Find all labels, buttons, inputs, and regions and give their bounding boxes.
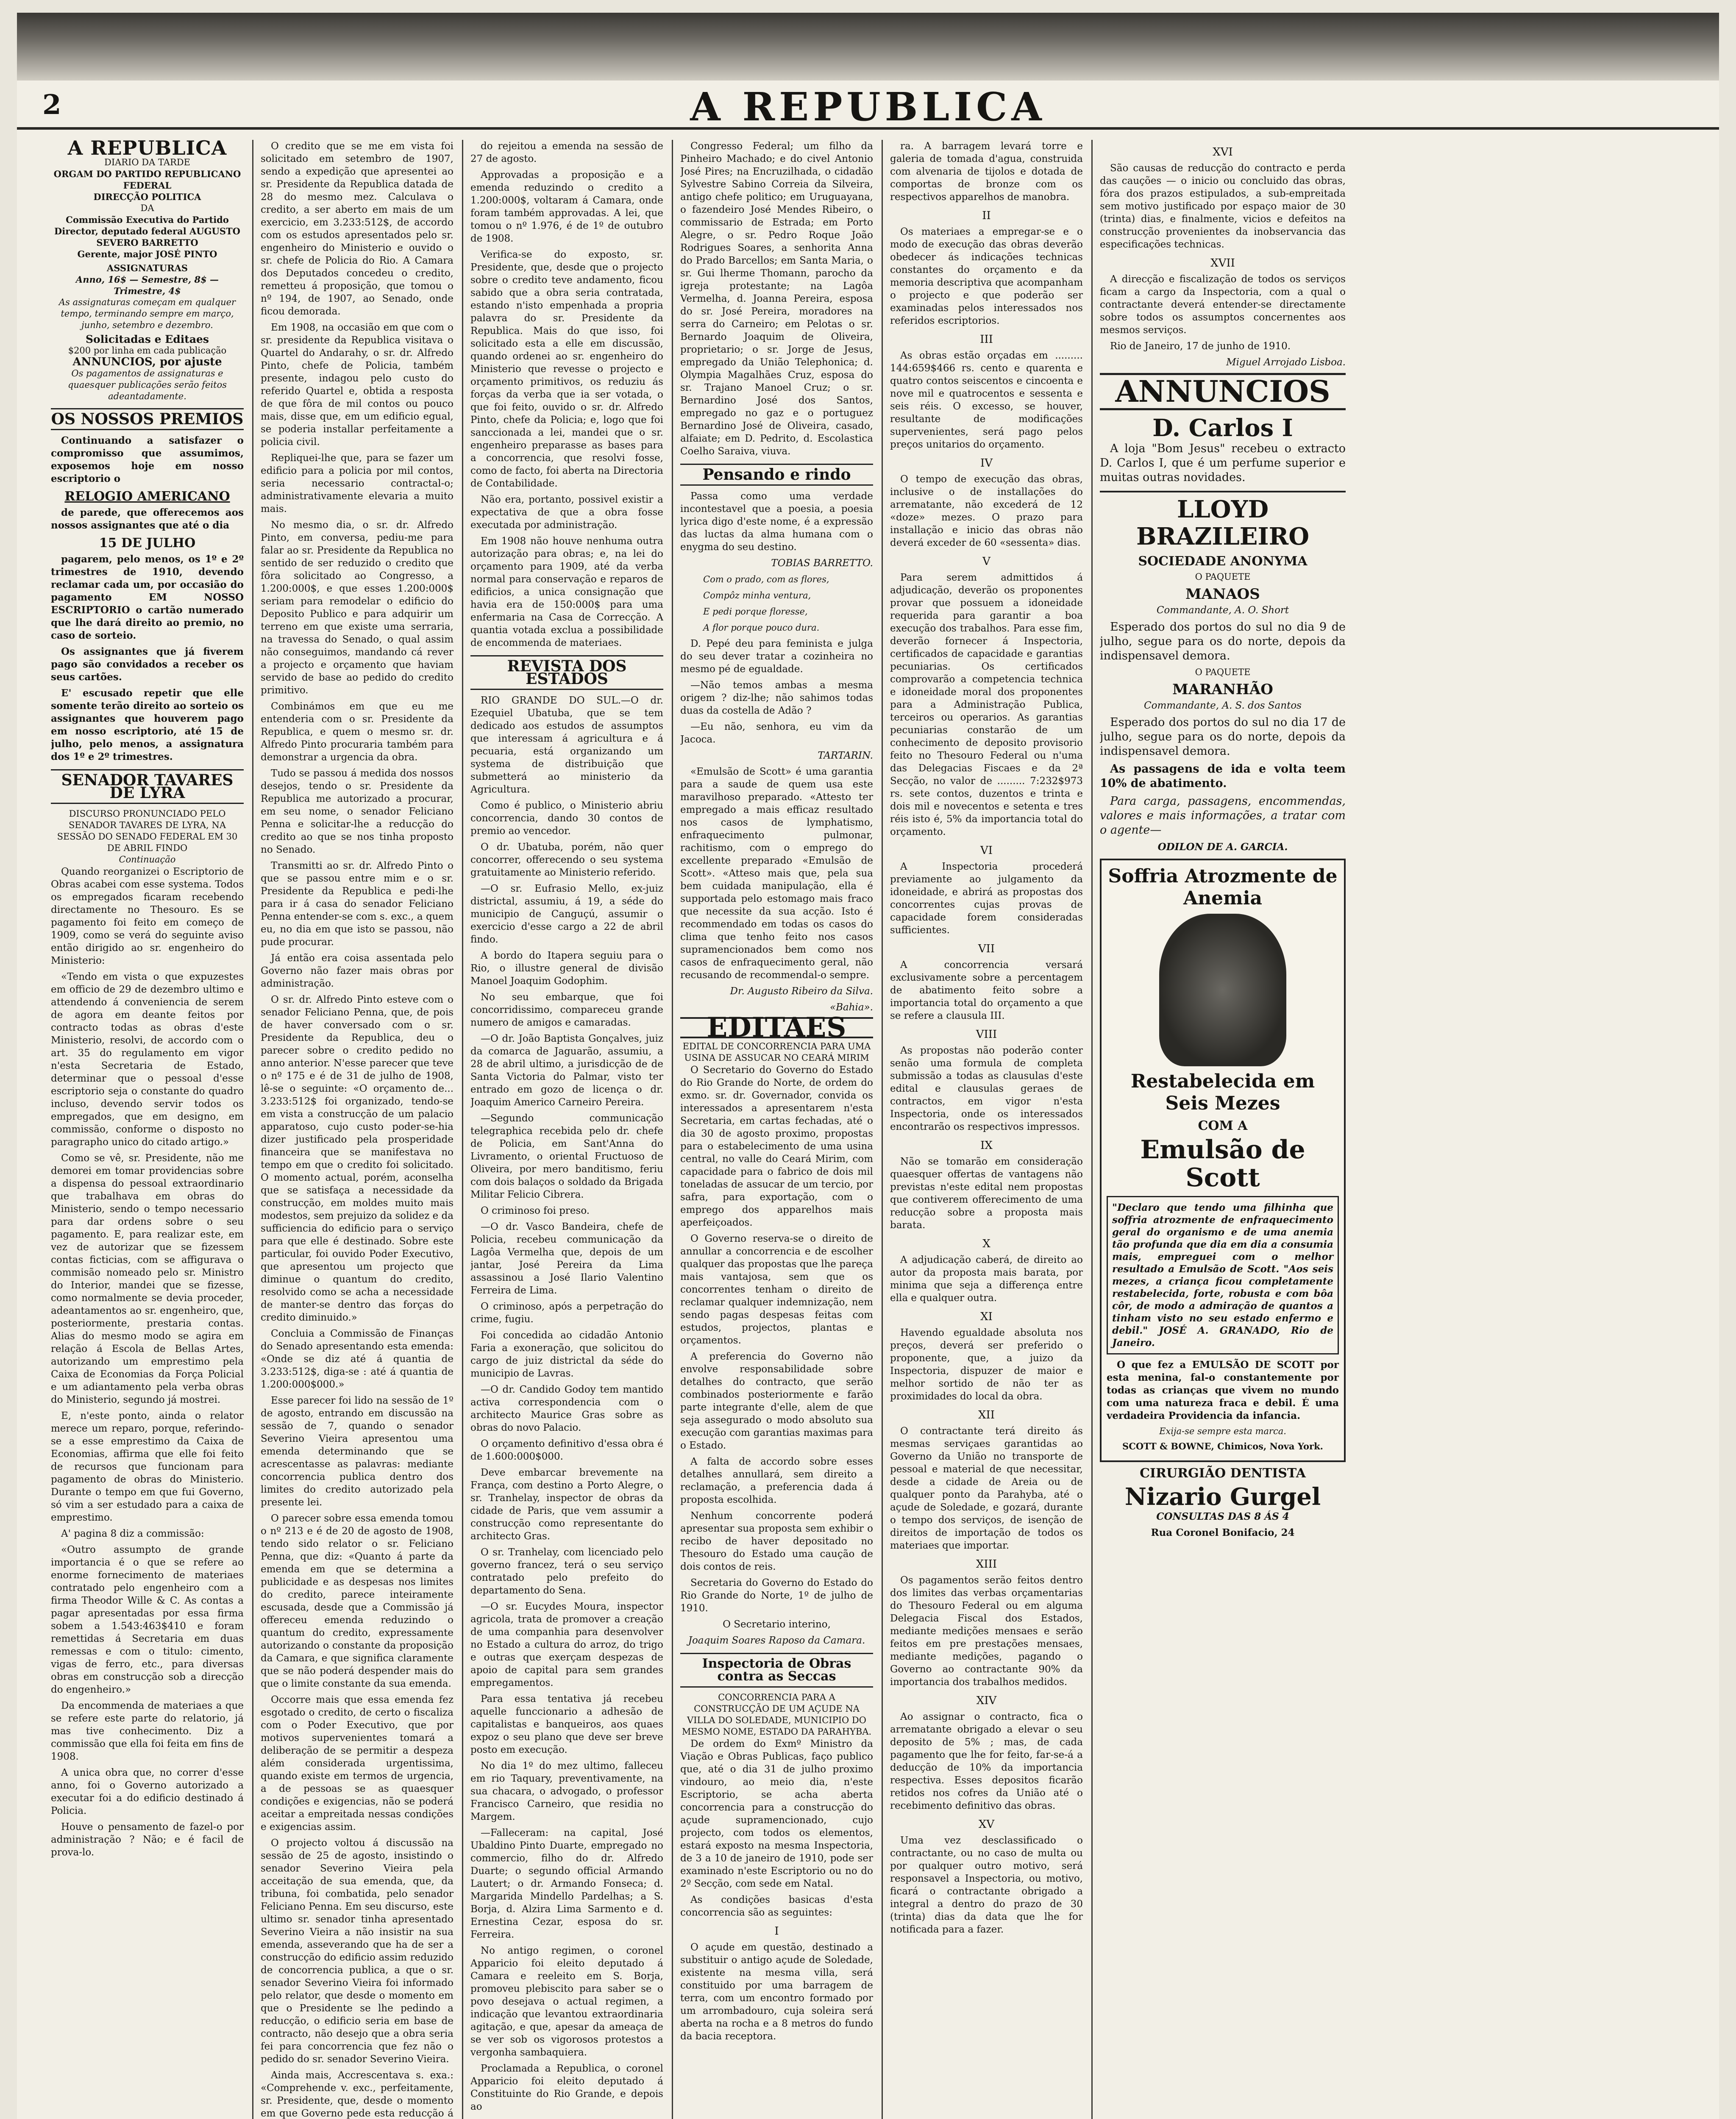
- revista-paragraph: —O sr. Eufrasio Mello, ex-juiz districtal, assumiu, á 19, a séde do municipio de Canguçú, assumir o exercicio d'esse cargo a 22 de abril findo.: [470, 883, 663, 945]
- section-numeral: XI: [980, 1310, 993, 1323]
- article-paragraph: Occorre mais que essa emenda fez esgotado o credito, de certo o fiscaliza com o Poder Executivo, que por motivos supervenientes tomará a deliberação de se permitir a despeza além considerada urgentissima, quando existe em termos de urgencia, a de pessoas se as quaesquer condições e exigencias, não se poderá aceitar a empreitada nessas condições e exigencias assim.: [261, 1694, 453, 1833]
- paquete-text: Esperado dos portos do sul no dia 9 de julho, segue para os do norte, depois da indispensavel demora.: [1100, 620, 1346, 662]
- premios-heading: OS NOSSOS PREMIOS: [51, 408, 244, 430]
- paquete-info: Para carga, passagens, encommendas, valores e mais informações, a tratar com o agente—: [1100, 795, 1346, 837]
- newspaper-title: A REPUBLICA: [690, 84, 1046, 130]
- paper-manager: Gerente, major JOSÉ PINTO: [77, 249, 217, 259]
- senador-subtitle: DISCURSO PRONUNCIADO PELO SENADOR TAVARES DE LYRA, NA SESSÃO DO SENADO FEDERAL EM 30 DE ABRIL FINDO: [57, 809, 238, 853]
- revista-paragraph: O orçamento definitivo d'essa obra é de 1.600:000$000.: [470, 1438, 663, 1462]
- section-numeral: IV: [980, 457, 993, 470]
- section-numeral: XIII: [976, 1558, 997, 1571]
- inspectoria-paragraph: As condições basicas d'esta concorrencia são as seguintes:: [680, 1894, 873, 1918]
- inspectoria-heading: Inspectoria de Obras contra as Seccas: [680, 1653, 873, 1688]
- clause-paragraph: Não se tomarão em consideração quaesquer offertas de vantagens não previstas n'este edital nem propostas que contiverem offerecimento de uma reducção sobre a proposta mais barata.: [890, 1156, 1083, 1231]
- publications-rate: $200 por linha em cada publicação: [68, 345, 227, 356]
- column-1: [51, 140, 244, 2119]
- inspectoria-paragraph: De ordem do Exmº Ministro da Viação e Obras Publicas, faço publico que, até o dia 31 de julho proximo vindouro, ao meio dia, n'este Escriptorio, se acha aberta concorrencia para a construcção do açude supramencionado, cujo projecto, com todos os elementos, estará exposto na mesma Inspectoria, de 3 a 10 de janeiro de 1910, pode ser examinado n'este Escriptorio ou no do 2º Secção, com sede em Natal.: [680, 1738, 873, 1889]
- poem-line: Com o prado, com as flores,: [703, 574, 829, 584]
- column-rule: [462, 140, 463, 2119]
- senador-paragraph: «Tendo em vista o que expuzestes em officio de 29 de dezembro ultimo e attendendo á conveniencia de serem de agora em deante feitos por contracto todas as obras d'este Ministerio, resolvi, de accordo com o art. 35 do regulamento em vigor n'esta Secretaria de Estado, determinar que o pessoal d'esse escriptorio seja o constante do quadro incluso, devendo servir todos os empregados, que em designo, em commissão, conforme o disposto no paragrapho unico do citado artigo.»: [51, 971, 244, 1148]
- section-numeral: I: [774, 1925, 779, 1938]
- clause-paragraph: Havendo egualdade absoluta nos preços, deverá ser preferido o proponente, que, a juizo da Inspectoria, dispuzer de maior e melhor sortido de não ter as proximidades do local da obra.: [890, 1327, 1083, 1402]
- pensando-paragraph: —Não temos ambas a mesma origem ? diz-lhe; não sahimos todas duas da costella de Adão ?: [680, 680, 873, 716]
- section-numeral: XII: [978, 1409, 995, 1421]
- pensando-location: «Bahia».: [830, 1002, 873, 1013]
- clause-paragraph: As propostas não poderão conter senão uma formula de completa submissão a todas as clausulas d'este edital e clausulas geraes de contractos, em vigor n'esta Inspectoria, onde os interessados encontrarão os respectivos impressos.: [890, 1045, 1083, 1132]
- poem-line: Compôz minha ventura,: [703, 590, 811, 601]
- scott-claim: O que fez a EMULSÃO DE SCOTT por esta menina, fal-o constantemente por todas as crianças que vivem no mundo com uma natureza fraca e debil. É uma verdadeira Providencia da infancia.: [1107, 1359, 1339, 1421]
- revista-paragraph: O sr. Tranhelay, com licenciado pelo governo francez, terá o seu serviço contratado pelo prefeito do departamento do Sena.: [470, 1547, 663, 1596]
- paper-direction: DIRECÇÃO POLITICA: [93, 192, 201, 202]
- ads-note: Os pagamentos de assignaturas e quaesquer publicações serão feitos adeantadamente.: [67, 368, 227, 401]
- senador-paragraph: Quando reorganizei o Escriptorio de Obras acabei com esse systema. Todos os empregados ficaram recebendo directamente no Thesouro. Es se pagamento foi feito em começo de 1909, como se verá do seguinte aviso então dirigido ao sr. engenheiro do Ministerio:: [51, 866, 244, 966]
- paquete-label: O PAQUETE: [1195, 572, 1251, 582]
- dentist-name: Nizario Gurgel: [1124, 1483, 1321, 1511]
- article-paragraph: O credito que se me em vista foi solicitado em setembro de 1907, sendo a expedição que apresentei ao sr. Presidente da Republica datada de 28 do mesmo mez. Calculava o credito, a ser aberto em mais de um exercicio, em 3.233:512$, de accordo com os estudos apresentados pelo sr. engenheiro do Ministerio e ouvido o sr. chefe de Policia do Rio. A Camara dos Deputados concedeu o credito, remetteu á proposição, que tomou o nº 194, de 1907, ao Senado, onde ficou demorada.: [261, 141, 453, 317]
- dcarlos-title: D. Carlos I: [1152, 414, 1293, 442]
- clause-signature: Miguel Arrojado Lisboa.: [1226, 357, 1346, 368]
- column-4: [680, 140, 873, 2119]
- section-numeral: XIV: [976, 1694, 997, 1707]
- scott-with: COM A: [1198, 1118, 1248, 1133]
- section-numeral: VI: [980, 844, 993, 857]
- ads-title: ANNUNCIOS, por ajuste: [72, 356, 222, 368]
- poem-line: E pedi porque floresse,: [703, 606, 808, 617]
- editaes-heading: EDITAES: [680, 1017, 873, 1038]
- columns-area: [51, 140, 1695, 2119]
- senador-paragraph: E, n'este ponto, ainda o relator merece um reparo, porque, referindo-se a esse emprestimo da Caixa de Economias, affirma que elle foi feito de recursos que funcionam para pagamento de obras do Ministerio. Durante o tempo em que fui Governo, só vim a ser estudado para a caixa de emprestimo.: [51, 1410, 244, 1523]
- clause-paragraph: A concorrencia versará exclusivamente sobre a percentagem de abatimento feito sobre a importancia total do orçamento a que se refere a clausula III.: [890, 959, 1083, 1021]
- poem-line: A flor porque pouco dura.: [703, 623, 820, 633]
- section-numeral: XV: [978, 1818, 995, 1831]
- editaes-paragraph: A preferencia do Governo não envolve responsabilidade sobre detalhes do contracto, que serão combinados posteriormente e farão parte integrante d'elle, alem de que seja assegurado o modo absoluto sua execução com garantias maximas para o Estado.: [680, 1351, 873, 1451]
- revista-paragraph: No antigo regimen, o coronel Apparicio foi eleito deputado á Camara e reeleito em S. Borja, promoveu plebiscito para saber se o povo desejava o actual regimen, a indicação que levantou extraordinaria agitação, e que, apesar da ameaça de se ver sob os vigorosos protestos a vergonha sambaquiera.: [470, 1945, 663, 2058]
- paquete-name: MARANHÃO: [1172, 681, 1273, 698]
- column-3: [470, 140, 663, 2119]
- paper-commission: Commissão Executiva do Partido: [66, 214, 229, 225]
- editaes-signature: Joaquim Soares Raposo da Camara.: [688, 1635, 865, 1646]
- scott-product: Emulsão de Scott: [1140, 1135, 1305, 1193]
- pensando-signature: TOBIAS BARRETTO.: [771, 558, 873, 569]
- premios-text-4: E' escusado repetir que elle somente terão direito ao sorteio os assignantes que houverem pago em nosso escriptorio, até 15 de julho, pelo menos, a assignatura dos 1º e 2º trimestres.: [51, 687, 244, 762]
- subscriptions-title: ASSIGNATURAS: [106, 263, 188, 273]
- section-numeral: II: [982, 209, 991, 222]
- revista-paragraph: —O dr. João Baptista Gonçalves, juiz da comarca de Jaguarão, assumiu, a 28 de abril ultimo, a jurisdicção de de Santa Victoria do Palmar, visto ter entrado em gozo de licença o dr. Joaquim Americo Carneiro Pereira.: [470, 1033, 663, 1108]
- section-numeral: IX: [980, 1139, 993, 1152]
- clause-paragraph: Uma vez desclassificado o contractante, ou no caso de multa ou por qualquer outro motivo, será responsavel a Inspectoria, ou motivo, ficará o contractante obrigado a integral a dentro do prazo de 30 (trinta) dias da data que lhe for notificada para a fazer.: [890, 1835, 1083, 1935]
- revista-paragraph: No dia 1º do mez ultimo, falleceu em rio Taquary, preventivamente, na sua chacara, o advogado, o professor Francisco Carneiro, que residia no Margem.: [470, 1760, 663, 1822]
- dentist-title: CIRURGIÃO DENTISTA: [1140, 1466, 1306, 1481]
- subscriptions-rates: Anno, 16$ — Semestre, 8$ — Trimestre, 4$: [75, 274, 219, 296]
- revista-paragraph: —O sr. Eucydes Moura, inspector agricola, trata de promover a creação de uma companhia para desenvolver no Estado a cultura do arroz, do trigo e outras que exerçam despezas de apoio de capital para sem grandes empregamentos.: [470, 1601, 663, 1688]
- senador-heading: SENADOR TAVARES DE LYRA: [51, 769, 244, 804]
- section-numeral: VIII: [976, 1028, 997, 1041]
- senador-paragraph: Da encommenda de materiaes a que se refere este parte do relatorio, já mas tive conhecimento. Diz a commissão que ella foi feita em fins de 1908.: [51, 1700, 244, 1762]
- clause-paragraph: ra. A barragem levará torre e galeria de tomada d'agua, construida com alvenaria de tijolos e dotada de comportas de bronze com os respectivos apparelhos de manobra.: [890, 141, 1083, 203]
- editaes-signature-title: O Secretario interino,: [723, 1619, 831, 1630]
- scott-headline: Soffria Atrozmente de Anemia: [1108, 865, 1338, 909]
- scott-subheadline: Restabelecida em Seis Mezes: [1130, 1071, 1315, 1114]
- section-numeral: III: [980, 333, 993, 346]
- publications-title: Solicitadas e Editaes: [85, 333, 209, 345]
- annuncios-heading: ANNUNCIOS: [1100, 373, 1346, 410]
- senador-paragraph: «Outro assumpto de grande importancia é o que se refere ao enorme fornecimento de materiaes contratado pelo engenheiro com a firma Theodor Wille & C. As contas a pagar apresentadas por essa firma sobem a 1.543:463$410 e foram remettidas á Secretaria em duas remessas e com o titulo: cimento, vigas de ferro, etc., para diversas obras em construcção sob a direcção do engenheiro.»: [51, 1544, 244, 1695]
- article-paragraph: Em 1908, na occasião em que com o sr. presidente da Republica visitava o Quartel do Andarahy, o sr. dr. Alfredo Pinto, chefe de Policia, também presente, indagou pelo custo do referido Quartel e, obtida a resposta de que fôra de mil contos ou pouco mais, disse que, em um edificio egual, se poderia installar perfeitamente a policia civil.: [261, 322, 453, 448]
- scott-testimonial: "Declaro que tendo uma filhinha que soffria atrozmente de enfraquecimento geral do organismo e de uma anemia tão profunda que dia em dia a consumia mais, empreguei com o melhor resultado a Emulsão de Scott. "Aos seis mezes, a criança ficou completamente restabelecida, forte, robusta e com bôa côr, de modo a admiração de quantos a tinham visto no seu estado enfermo e debil." JOSÉ A. GRANADO, Rio de Janeiro.: [1107, 1196, 1339, 1354]
- revista-paragraph: A bordo do Itapera seguiu para o Rio, o illustre general de divisão Manoel Joaquim Godophim.: [470, 950, 663, 987]
- revista-paragraph: Como é publico, o Ministerio abriu concorrencia, dando 30 contos de premio ao vencedor.: [470, 800, 663, 837]
- article-paragraph: No mesmo dia, o sr. dr. Alfredo Pinto, em conversa, pediu-me para falar ao sr. Presidente da Republica no sentido de ser reduzido o credito que fôra solicitado ao Congresso, a 1.200:000$, e que esses 1.200:000$ seriam para remodelar o edificio do Deposito Publico e para adquirir um terreno em que existe uma serraria, na travessa do Senado, o qual assim não conseguimos, mandando cá rever a projecto e orçamento que haviam servido de base ao pedido do credito primitivo.: [261, 520, 453, 696]
- girl-portrait-illustration: [1159, 914, 1286, 1066]
- article-paragraph: O projecto voltou á discussão na sessão de 25 de agosto, insistindo o senador Severino Vieira pela acceitação de sua emenda, que, da tribuna, foi combatida, pelo senador Feliciano Penna. Em seu discurso, este ultimo sr. senador tinha apresentado Severino Vieira a não insistir na sua emenda, asseverando que ha de ser a construcção do edificio assim reduzido de concorrencia publica, a que o sr. senador Severino Vieira foi informado pelo relator, que desde o momento em que o Presidente se lhe pedindo a reducção, o edificio seria em base de contracto, não desejo que a obra seria fei para concorrencia que fez não o pedido do sr. senador Severino Vieira.: [261, 1838, 453, 2065]
- premios-text-2: pagarem, pelo menos, os 1º e 2º trimestres de 1910, devendo reclamar cada um, por occasião do pagamento EM NOSSO ESCRIPTORIO o cartão numerado que lhe dará direito ao premio, no caso de sorteio.: [51, 553, 244, 641]
- clause-date: Rio de Janeiro, 17 de junho de 1910.: [1110, 341, 1291, 352]
- senador-paragraph: Como se vê, sr. Presidente, não me demorei em tomar providencias sobre a dispensa do pessoal extraordinario que trabalhava em obras do Ministerio, sendo o tempo necessario para dar ordens sobre o seu pagamento. E, para realizar este, em vez de autorizar que se fizessem contas ficticias, com se affigurava o commisão nomeado pelo sr. Ministro do Interior, mandei que se fizesse, como normalmente se devia proceder, adeantamentos ao sr. engenheiro, que, posteriormente, prestaria contas. Alias do mesmo modo se agira em relação á Escola de Bellas Artes, autorizando um emprestimo pela Caixa de Economias da Força Policial e um adiantamento pela verba obras do Ministerio, segundo já mostrei.: [51, 1153, 244, 1405]
- article-paragraph: Verifica-se do exposto, sr. Presidente, que, desde que o projecto sobre o credito teve andamento, ficou sabido que a obra seria contratada, estando n'isto empenhada a propria palavra do sr. Presidente da Republica. Mais do que isso, foi solicitado esta a elle em discussão, quando ordenei ao sr. engenheiro do Ministerio que revesse o projecto e orçamento primitivos, os reduziu ás forças da verba que ia ser votada, o que foi feito, ouvido o sr. dr. Alfredo Pinto, chefe da Policia; e, logo que foi sanccionada a lei, mandei que o sr. engenheiro preparasse as bases para a concorrencia, que resolvi fosse, como de facto, foi aberta na Directoria de Contabilidade.: [470, 249, 663, 489]
- scott-emulsion-ad: [1100, 859, 1346, 1462]
- subscriptions-note: As assignaturas começam em qualquer tempo, terminando sempre em março, junho, setembro e dezembro.: [58, 297, 236, 330]
- revista-paragraph: Foi concedida ao cidadão Antonio Faria a exoneração, que solicitou do cargo de juiz districtal da séde do municipio de Lavras.: [470, 1330, 663, 1379]
- clause-paragraph: Para serem admittidos á adjudicação, deverão os proponentes provar que possuem a idoneidade requerida para garantir a boa execução dos trabalhos. Para esse fim, deverão fornecer á Inspectoria, certificados de capacidade e garantias pecuniarias. Os certificados comprovarão a competencia technica e idoneidade moral dos proponentes para a Administração Publica, terceiros ou operarios. As garantias pecuniarias constarão de um conhecimento de deposito provisorio feito no Thesouro Federal ou n'uma das Delegacias Fiscaes e da 2ª Secção, no valor de ......... 7:232$973 rs. sete contos, duzentos e trinta e dois mil e novecentos e setenta e tres réis isto é, 5% da importancia total do orçamento.: [890, 572, 1083, 837]
- senador-paragraph: A' pagina 8 diz a commissão:: [61, 1528, 204, 1539]
- scott-maker: SCOTT & BOWNE, Chimicos, Nova York.: [1122, 1441, 1323, 1452]
- section-numeral: VII: [978, 943, 995, 955]
- paper-subtitle: DIARIO DA TARDE: [104, 157, 190, 167]
- column-rule: [882, 140, 883, 2119]
- column-rule: [252, 140, 253, 2119]
- pensando-paragraph: —Eu não, senhora, eu vim da Jacoca.: [680, 721, 873, 745]
- paquete-agent: ODILON DE A. GARCIA.: [1157, 841, 1288, 853]
- article-paragraph: do rejeitou a emenda na sessão de 27 de agosto.: [470, 141, 663, 164]
- revista-paragraph: —Segundo communicação telegraphica recebida pelo dr. chefe de Policia, em Sant'Anna do Livramento, o oriental Fructuoso de Oliveira, por mero banditismo, feriu com dois balaços o soldado da Brigada Militar Felicio Cibrera.: [470, 1113, 663, 1200]
- column-2: [261, 140, 453, 2119]
- page-number: 2: [42, 89, 61, 121]
- article-paragraph: Combinámos em que eu me entenderia com o sr. Presidente da Republica, e quem o mesmo sr. dr. Alfredo Pinto procuraria também para demonstrar a urgencia da obra.: [261, 701, 453, 763]
- paper-title: A REPUBLICA: [67, 140, 227, 159]
- page-top-damage: [17, 13, 1719, 81]
- column-5: [890, 140, 1083, 2119]
- pensando-signature: Dr. Augusto Ribeiro da Silva.: [730, 986, 873, 997]
- revista-paragraph: Para essa tentativa já recebeu aquelle funccionario a adhesão de capitalistas e banqueiros, aos quaes expoz o seu plano que deve ser breve posto em execução.: [470, 1694, 663, 1755]
- article-paragraph: O sr. dr. Alfredo Pinto esteve com o senador Feliciano Penna, que, de pois de haver conversado com o sr. Presidente da Republica, deu o parecer sobre o credito pedido no anno anterior. N'esse parecer que teve o nº 175 e é de 31 de julho de 1908, lê-se o seguinte: «O orçamento de... 3.233:512$ foi organizado, tendo-se em vista a construcção de um palacio apparatoso, cujo custo poder-se-hia dizer justificado pela prosperidade financeira que se manifestava no tempo em que o credito foi solicitado. O momento actual, porém, aconselha que se satisfaça a necessidade da construcção, em moldes muito mais modestos, sem prejuizo da solidez e da sufficiencia do edificio para o serviço para que elle é destinado. Sobre este particular, foi ouvido Poder Executivo, que apresentou um projecto que diminue o quantum do credito, resolvido como se acha a necessidade de manter-se dentro das forças do credito diminuido.»: [261, 994, 453, 1323]
- editaes-paragraph: A falta de accordo sobre esses detalhes annullará, sem direito a reclamação, a preferencia dada á proposta escolhida.: [680, 1456, 873, 1505]
- article-paragraph: Em 1908 não houve nenhuma outra autorização para obras; e, na lei do orçamento para 1909, até da verba normal para conservação e reparos de edificios, a unica consignação que havia era de 150:000$ para uma enfermaria na Casa de Correcção. A quantia votada exclua a possibilidade de encommenda de materiaes.: [470, 536, 663, 648]
- article-paragraph: Concluia a Commissão de Finanças do Senado apresentando esta emenda: «Onde se diz até á quantia de 3.233:512$, diga-se : até á quantia de 1.200:000$000.»: [261, 1328, 453, 1390]
- section-numeral: XVI: [1213, 146, 1233, 159]
- section-numeral: X: [982, 1237, 990, 1250]
- column-6: [1100, 140, 1346, 2119]
- paquete-commander: Commandante, A. S. dos Santos: [1144, 700, 1302, 711]
- senador-paragraph: A unica obra que, no correr d'esse anno, foi o Governo autorizado a executar foi a do edificio destinado á Policia.: [51, 1767, 244, 1816]
- editaes-paragraph: Secretaria do Governo do Estado do Rio Grande do Norte, 1º de julho de 1910.: [680, 1577, 873, 1614]
- article-paragraph: Repliquei-lhe que, para se fazer um edificio para a policia por mil contos, seria necessario contractal-o; administrativamente elevaria a muito mais.: [261, 453, 453, 514]
- dentist-hours: CONSULTAS DAS 8 ÁS 4: [1156, 1511, 1289, 1522]
- inspectoria-paragraph: O açude em questão, destinado a substituir o antigo açude de Soledade, existente na mesma villa, será constituido por uma barragem de terra, com um encontro formado por um arrombadouro, cuja soleira será aberta na rocha e a 8 metros do fundo da bacia receptora.: [680, 1942, 873, 2042]
- dcarlos-text: A loja "Bom Jesus" recebeu o extracto D. Carlos I, que é um perfume superior e muitas outras novidades.: [1100, 442, 1346, 484]
- editaes-paragraph: O Governo reserva-se o direito de annullar a concorrencia e de escolher qualquer das propostas que lhe pareça mais vantajosa, sem que os concorrentes tenham o direito de reclamar qualquer indemnização, nem sendo pagas despesas feitas com estudos, projectos, plantas e orçamentos.: [680, 1233, 873, 1346]
- revista-heading: REVISTA DOS ESTADOS: [470, 655, 663, 690]
- article-paragraph: Esse parecer foi lido na sessão de 1º de agosto, entrando em discussão na sessão de 7, quando o senador Severino Vieira apresentou uma emenda determinando que se acrescentasse as palavras: mediante concorrencia publica dentro dos limites do credito autorizado pela presente lei.: [261, 1395, 453, 1508]
- dentist-address: Rua Coronel Bonifacio, 24: [1151, 1527, 1295, 1538]
- premios-item: RELOGIO AMERICANO: [64, 489, 230, 504]
- article-paragraph: Não era, portanto, possivel existir a expectativa de que a obra fosse executada por administração.: [470, 494, 663, 531]
- paquete-text: Esperado dos portos do sul no dia 17 de julho, segue para os do norte, depois da indispensavel demora.: [1100, 716, 1346, 758]
- clause-paragraph: A direcção e fiscalização de todos os serviços ficam a cargo da Inspectoria, com a qual o contractante deverá entender-se directamente sobre todos os assumptos concernentes aos mesmos serviços.: [1100, 274, 1346, 336]
- revista-paragraph: O criminoso foi preso.: [481, 1205, 590, 1216]
- paper-director: Director, deputado federal AUGUSTO SEVERO BARRETTO: [54, 226, 240, 248]
- editaes-subtitle: EDITAL DE CONCORRENCIA PARA UMA USINA DE ASSUCAR NO CEARÁ MIRIM: [682, 1041, 871, 1063]
- premios-text-3: Os assignantes que já fiverem pago são convidados a receber os seus cartões.: [51, 646, 244, 683]
- pensando-paragraph: «Emulsão de Scott» é uma garantia para a saude de quem usa este maravilhoso preparado. «Attesto ter empregado a mais efficaz resultado nos casos de lymphatismo, enfraquecimento pulmonar, rachitismo, com o emprego do excellente preparado «Emulsão de Scott». «Atteso mais que, pela sua bem cuidada manipulação, ella é supportada pelo estomago mais fraco que necessite da sua acção. Isto é recommendado em todas os casos do clima que tenho feito nos casos supramencionados bem como nos casos de enfraquecimento geral, não recusando de recommendal-o sempre.: [680, 766, 873, 981]
- premios-text-1: de parede, que offerecemos aos nossos assignantes que até o dia: [51, 507, 244, 531]
- clause-paragraph: Ao assignar o contracto, fica o arrematante obrigado a elevar o seu deposito de 5% ; mas, de cada pagamento que lhe for feito, far-se-á a deducção de 10% da importancia respectiva. Esses depositos ficarão retidos nos cofres da União até o recebimento definitivo das obras.: [890, 1711, 1083, 1811]
- pensando-paragraph: Passa como uma verdade incontestavel que a poesia, a poesia lyrica digo d'este nome, é a expressão das luctas da alma humana com o enygma do seu destino.: [680, 491, 873, 553]
- lloyd-subtitle: SOCIEDADE ANONYMA: [1138, 554, 1308, 569]
- paper-organ: ORGAM DO PARTIDO REPUBLICANO FEDERAL: [53, 169, 241, 191]
- clause-paragraph: O tempo de execução das obras, inclusive o de installações do arrematante, não excederá de 12 «doze» mezes. O prazo para installação e inicio das obras não deverá exceder de 60 «sessenta» dias.: [890, 474, 1083, 548]
- paquete-name: MANAOS: [1185, 586, 1260, 603]
- column-rule: [672, 140, 673, 2119]
- pensando-heading: Pensando e rindo: [680, 464, 873, 486]
- editaes-paragraph: Nenhum concorrente poderá apresentar sua proposta sem exhibir o recibo de haver depositado no Thesouro do Estado uma caução de dois contos de reis.: [680, 1510, 873, 1572]
- lloyd-title: LLOYD BRAZILEIRO: [1100, 491, 1346, 550]
- senador-continuation: Continuação: [119, 854, 176, 865]
- article-paragraph: Ainda mais, Accrescentava s. exa.: «Comprehende v. exc., perfeitamente, sr. Presidente, que, desde o momento em que Governo pede esta reducção á: [261, 2070, 453, 2119]
- paquete-commander: Commandante, A. O. Short: [1156, 605, 1289, 616]
- article-paragraph: Approvadas a proposição e a emenda reduzindo o credito a 1.200:000$, voltaram á Camara, onde foram também approvadas. A lei, que tomou o nº 1.976, é de 1º de outubro de 1908.: [470, 170, 663, 244]
- clause-paragraph: Os pagamentos serão feitos dentro dos limites das verbas orçamentarias do Thesouro Federal ou em alguma Delegacia Fiscal dos Estados, mediante medições mensaes e serão feitos em pre prestações mensaes, mediante medições, pagando o Governo ao contractante 90% da importancia dos trabalhos medidos.: [890, 1575, 1083, 1688]
- editaes-paragraph: O Secretario do Governo do Estado do Rio Grande do Norte, de ordem do exmo. sr. dr. Governador, convida os interessados a apresentarem n'esta Secretaria, em cartas fechadas, até o dia 30 de agosto proximo, propostas para o estabelecimento de uma usina central, no valle do Ceará Mirim, com capacidade para o fabrico de dois mil toneladas de assucar de um tercio, por safra, para exportação, com o emprego dos apparelhos mais aperfeiçoados.: [680, 1065, 873, 1228]
- premios-intro: Continuando a satisfazer o compromisso que assumimos, exposemos hoje em nosso escriptorio o: [51, 435, 244, 484]
- article-paragraph: Congresso Federal; um filho da Pinheiro Machado; e do civel Antonio José Pires; na Encruzilhada, o cidadão Sylvestre Sabino Correia da Silveira, antigo chefe politico; em Uruguayana, o fazendeiro José Mendes Ribeiro, o commissario de Estrada; em Porto Alegre, o sr. Pedro Roque João Rodrigues Soares, a senhorita Anna do Prado Barcellos; em Santa Maria, o sr. Gui lherme Thomann, parocho da igreja protestante; na Lagôa Vermelha, d. Joanna Pereira, esposa do sr. José Pereira, moradores na serra do Carneiro; em Pelotas o sr. Bernardo Joaquim de Oliveira, proprietario; o sr. Jorge de Jesus, empregado da União Telephonica; d. Olympia Magalhães Cruz, esposa do sr. Trajano Manoel Cruz; o sr. Bernardino José dos Santos, empregado no gaz e o portuguez Bernardino José de Oliveira, casado, alfaiate; em D. Pedrito, d. Escolastica Coelho Saraiva, viuva.: [680, 141, 873, 457]
- revista-paragraph: O criminoso, após a perpetração do crime, fugiu.: [470, 1301, 663, 1325]
- article-paragraph: Transmitti ao sr. dr. Alfredo Pinto o que se passou entre mim e o sr. Presidente da Republica e pedi-lhe para ir á casa do senador Feliciano Penna entender-se com s. exc., a quem eu, no dia em que isto se passou, não pude procurar.: [261, 860, 453, 948]
- clause-paragraph: O contractante terá direito ás mesmas serviçaes garantidas ao Governo da União no transporte de pessoal e material de que necessitar, desde a cidade de Areia ou de qualquer ponto da Parahyba, até o açude de Soledade, e gozará, durante o tempo dos serviços, de isenção de direitos de importação de todos os materiaes que importar.: [890, 1426, 1083, 1551]
- clause-paragraph: As obras estão orçadas em ......... 144:659$466 rs. cento e quarenta e quatro contos seiscentos e cincoenta e nove mil e quatrocentos e sessenta e seis réis. O excesso, se houver, resultante de modificações supervenientes, será pago pelos preços unitarios do orçamento.: [890, 350, 1083, 450]
- article-paragraph: Já então era coisa assentada pelo Governo não fazer mais obras por administração.: [261, 953, 453, 989]
- paquete-label: O PAQUETE: [1195, 667, 1251, 677]
- paquete-discount: As passagens de ida e volta teem 10% de abatimento.: [1100, 762, 1346, 790]
- pensando-signature: TARTARIN.: [818, 750, 873, 761]
- newspaper-page: [17, 13, 1719, 2119]
- section-numeral: V: [982, 555, 990, 568]
- revista-paragraph: —Falleceram: na capital, José Ubaldino Pinto Duarte, empregado no commercio, filho do dr. Alfredo Duarte; o segundo official Armando Lautert; o dr. Armando Fonseca; d. Margarida Mindello Pardelhas; a S. Borja, d. Alzira Lima Sarmento e d. Ernestina Cezar, esposa do sr. Ferreira.: [470, 1827, 663, 1940]
- revista-paragraph: RIO GRANDE DO SUL.—O dr. Ezequiel Ubatuba, que se tem dedicado aos estudos de assumptos que interessam á agricultura e á pecuaria, está organizando um systema de distribuição que submetterá ao ministerio da Agricultura.: [470, 695, 663, 795]
- revista-paragraph: No seu embarque, que foi concorridissimo, compareceu grande numero de amigos e camaradas.: [470, 992, 663, 1028]
- inspectoria-subtitle: CONCORRENCIA PARA A CONSTRUCÇÃO DE UM AÇUDE NA VILLA DO SOLEDADE, MUNICIPIO DO MESMO NOME, ESTADO DA PARAHYBA.: [682, 1692, 872, 1737]
- senador-paragraph: Houve o pensamento de fazel-o por administração ? Não; e é facil de prova-lo.: [51, 1821, 244, 1858]
- column-rule: [1091, 140, 1093, 2119]
- paper-direction-da: DA: [140, 203, 154, 213]
- revista-paragraph: —O dr. Candido Godoy tem mantido activa correspondencia com o architecto Maurice Gras sobre as obras do novo Palacio.: [470, 1384, 663, 1433]
- masthead: [17, 76, 1719, 130]
- revista-paragraph: —O dr. Vasco Bandeira, chefe de Policia, recebeu communicação da Lagôa Vermelha que, depois de um jantar, José Pereira da Lima assassinou a José Ilario Valentino Ferreira de Lima.: [470, 1221, 663, 1296]
- section-numeral: XVII: [1210, 257, 1235, 270]
- pensando-paragraph: D. Pepé deu para feminista e julga do seu dever tratar a cozinheira no mesmo pé de egualdade.: [680, 638, 873, 675]
- revista-paragraph: Deve embarcar brevemente na França, com destino a Porto Alegre, o sr. Tranhelay, inspector de obras da cidade de Paris, que vem assumir a construcção como representante do architecto Gras.: [470, 1467, 663, 1542]
- scott-trademark-note: Exija-se sempre esta marca.: [1159, 1426, 1286, 1436]
- article-paragraph: Tudo se passou á medida dos nossos desejos, tendo o sr. Presidente da Republica me autorizado a procurar, em seu nome, o senador Feliciano Penna e solicitar-lhe a reducção do credito ao que se nos tinha proposto no Senado.: [261, 768, 453, 855]
- revista-paragraph: Proclamada a Republica, o coronel Apparicio foi eleito deputado á Constituinte do Rio Grande, e depois ao: [470, 2063, 663, 2112]
- premios-date: 15 DE JULHO: [99, 536, 196, 551]
- revista-paragraph: O dr. Ubatuba, porém, não quer concorrer, offerecendo o seu systema gratuitamente ao Ministerio referido.: [470, 842, 663, 878]
- clause-paragraph: Os materiaes a empregar-se e o modo de execução das obras deverão obedecer ás indicações technicas constantes do orçamento e da memoria descriptiva que acompanham o projecto e que poderão ser examinadas pelos interessados nos referidos escriptorios.: [890, 226, 1083, 326]
- clause-paragraph: São causas de reducção do contracto e perda das cauções — o inicio ou concluido das obras, fóra dos prazos estipulados, a sub-empreitada sem motivo justificado por espaço maior de 30 (trinta) dias, e finalmente, vicios e defeitos na construcção provenientes da inobservancia das especificações technicas.: [1100, 163, 1346, 250]
- clause-paragraph: A adjudicação caberá, de direito ao autor da proposta mais barata, por minima que seja a differença entre ella e qualquer outra.: [890, 1254, 1083, 1304]
- article-paragraph: O parecer sobre essa emenda tomou o nº 213 e é de 20 de agosto de 1908, tendo sido relator o sr. Feliciano Penna, que diz: «Quanto á parte da emenda em que se determina a publicidade e as despesas nos limites do credito, parece inteiramente escusada, desde que a Commissão já offereceu emenda reduzindo o quantum do credito, expressamente autorizando o constante da proposição da Camara, e que significa claramente que se não poderá despender mais do que o limite constante da sua emenda.: [261, 1513, 453, 1689]
- clause-paragraph: A Inspectoria procederá previamente ao julgamento da idoneidade, e abrirá as propostas dos concorrentes cujas provas de capacidade forem consideradas sufficientes.: [890, 861, 1083, 936]
